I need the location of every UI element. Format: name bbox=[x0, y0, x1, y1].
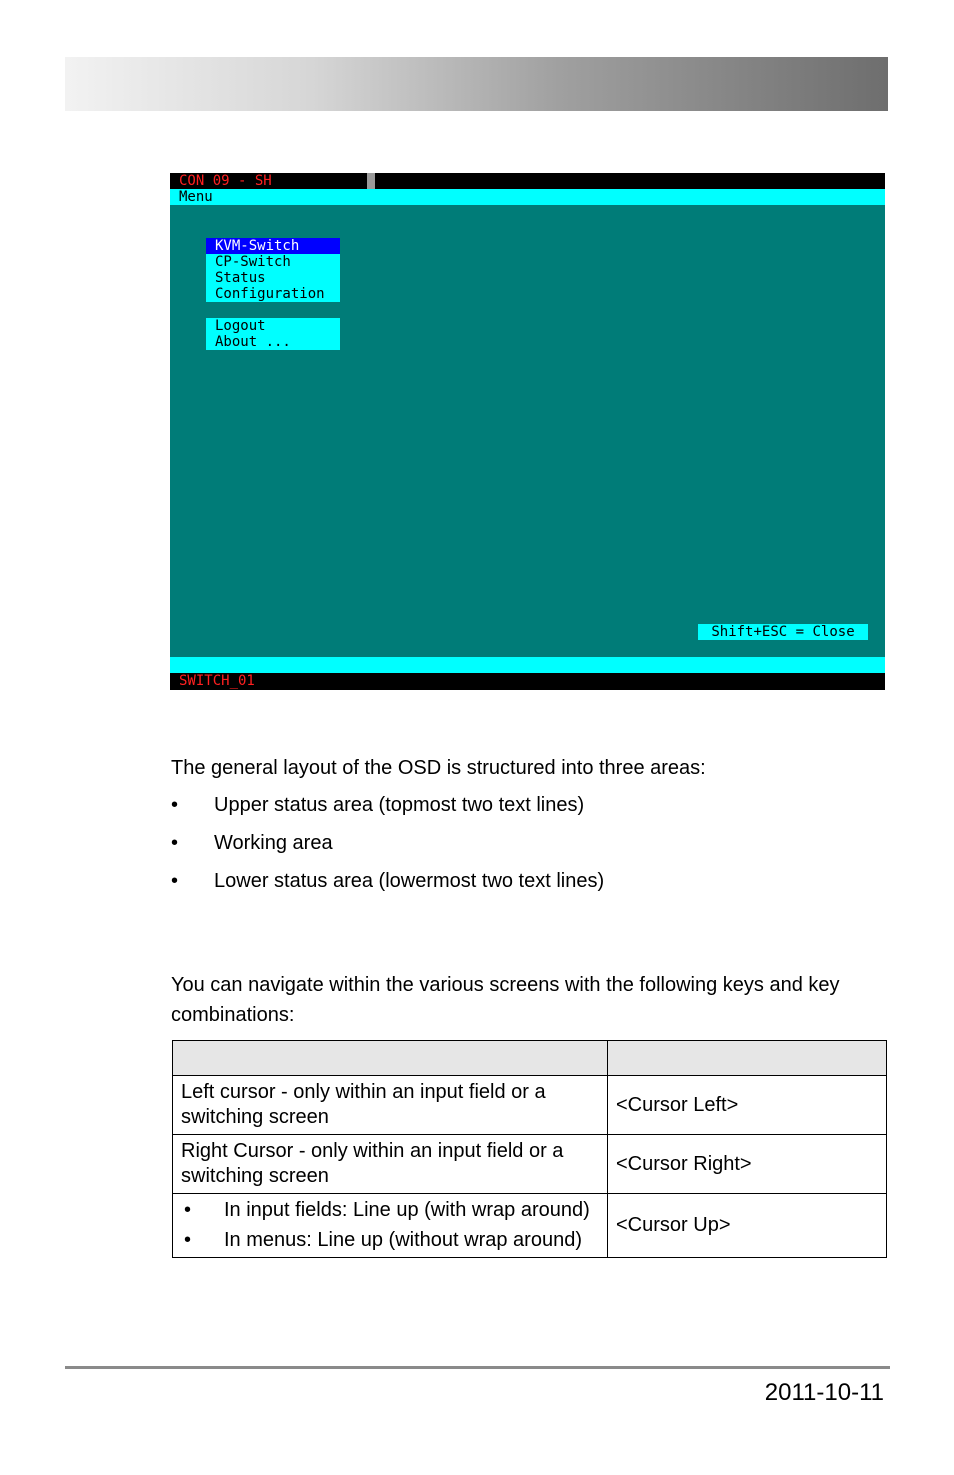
bullet-icon: • bbox=[184, 1199, 192, 1221]
list-item bbox=[171, 866, 604, 904]
layout-areas-list bbox=[171, 790, 604, 904]
osd-upper-status-line-2 bbox=[170, 189, 885, 205]
footer-date: 2011-10-11 bbox=[764, 1379, 884, 1406]
list-item-text: Working area bbox=[214, 832, 333, 854]
list-item-text: In input fields: Line up (with wrap around) bbox=[224, 1199, 590, 1221]
bullet-icon: • bbox=[171, 870, 179, 892]
osd-cursor-marker bbox=[367, 173, 375, 189]
navigation-keys-table bbox=[172, 1040, 887, 1258]
menu-item-logout[interactable]: Logout bbox=[215, 318, 266, 334]
bullet-icon: • bbox=[171, 794, 179, 816]
table-header-function bbox=[173, 1041, 608, 1076]
table-cell-function: Right Cursor - only within an input field or a switching screen bbox=[173, 1135, 608, 1194]
osd-main-menu bbox=[206, 238, 340, 302]
osd-secondary-menu bbox=[206, 318, 340, 350]
osd-lower-status-line-1 bbox=[170, 657, 885, 673]
list-item-text: Upper status area (topmost two text lines) bbox=[214, 794, 585, 816]
table-row bbox=[173, 1135, 887, 1194]
navigation-paragraph: You can navigate within the various screens with the following keys and key combinations: bbox=[171, 974, 840, 1026]
table-cell-function: Left cursor - only within an input field or a switching screen bbox=[173, 1076, 608, 1135]
osd-upper-status-line-1 bbox=[170, 173, 885, 189]
bullet-icon: • bbox=[171, 832, 179, 854]
table-row bbox=[173, 1076, 887, 1135]
list-item bbox=[181, 1198, 599, 1223]
osd-close-hint: Shift+ESC = Close bbox=[698, 624, 868, 640]
menu-item-about[interactable]: About ... bbox=[215, 334, 291, 350]
osd-switch-name: SWITCH_01 bbox=[179, 673, 255, 689]
menu-item-kvm-switch[interactable]: KVM-Switch bbox=[206, 238, 340, 254]
menu-item-cp-switch[interactable]: CP-Switch bbox=[215, 254, 291, 270]
table-cell-key: <Cursor Right> bbox=[608, 1135, 887, 1194]
osd-screenshot bbox=[170, 173, 885, 690]
list-item-text: In menus: Line up (without wrap around) bbox=[224, 1229, 582, 1251]
list-item bbox=[171, 790, 604, 828]
footer-divider bbox=[65, 1366, 890, 1369]
header-bar bbox=[65, 57, 888, 111]
menu-item-status[interactable]: Status bbox=[215, 270, 266, 286]
table-row bbox=[173, 1194, 887, 1258]
table-header-row bbox=[173, 1041, 887, 1076]
table-cell-key: <Cursor Up> bbox=[608, 1194, 887, 1258]
list-item bbox=[171, 828, 604, 866]
cursor-up-function-list bbox=[181, 1198, 599, 1253]
bullet-icon: • bbox=[184, 1229, 192, 1251]
osd-title: CON 09 - SH bbox=[179, 173, 272, 189]
table-header-key bbox=[608, 1041, 887, 1076]
intro-paragraph: The general layout of the OSD is structured into three areas: bbox=[171, 757, 706, 779]
list-item-text: Lower status area (lowermost two text lines) bbox=[214, 870, 605, 892]
table-cell-function bbox=[173, 1194, 608, 1258]
table-cell-key: <Cursor Left> bbox=[608, 1076, 887, 1135]
list-item bbox=[181, 1228, 599, 1253]
osd-lower-status-line-2 bbox=[170, 673, 885, 690]
menu-item-configuration[interactable]: Configuration bbox=[215, 286, 325, 302]
osd-menu-label: Menu bbox=[179, 189, 213, 205]
